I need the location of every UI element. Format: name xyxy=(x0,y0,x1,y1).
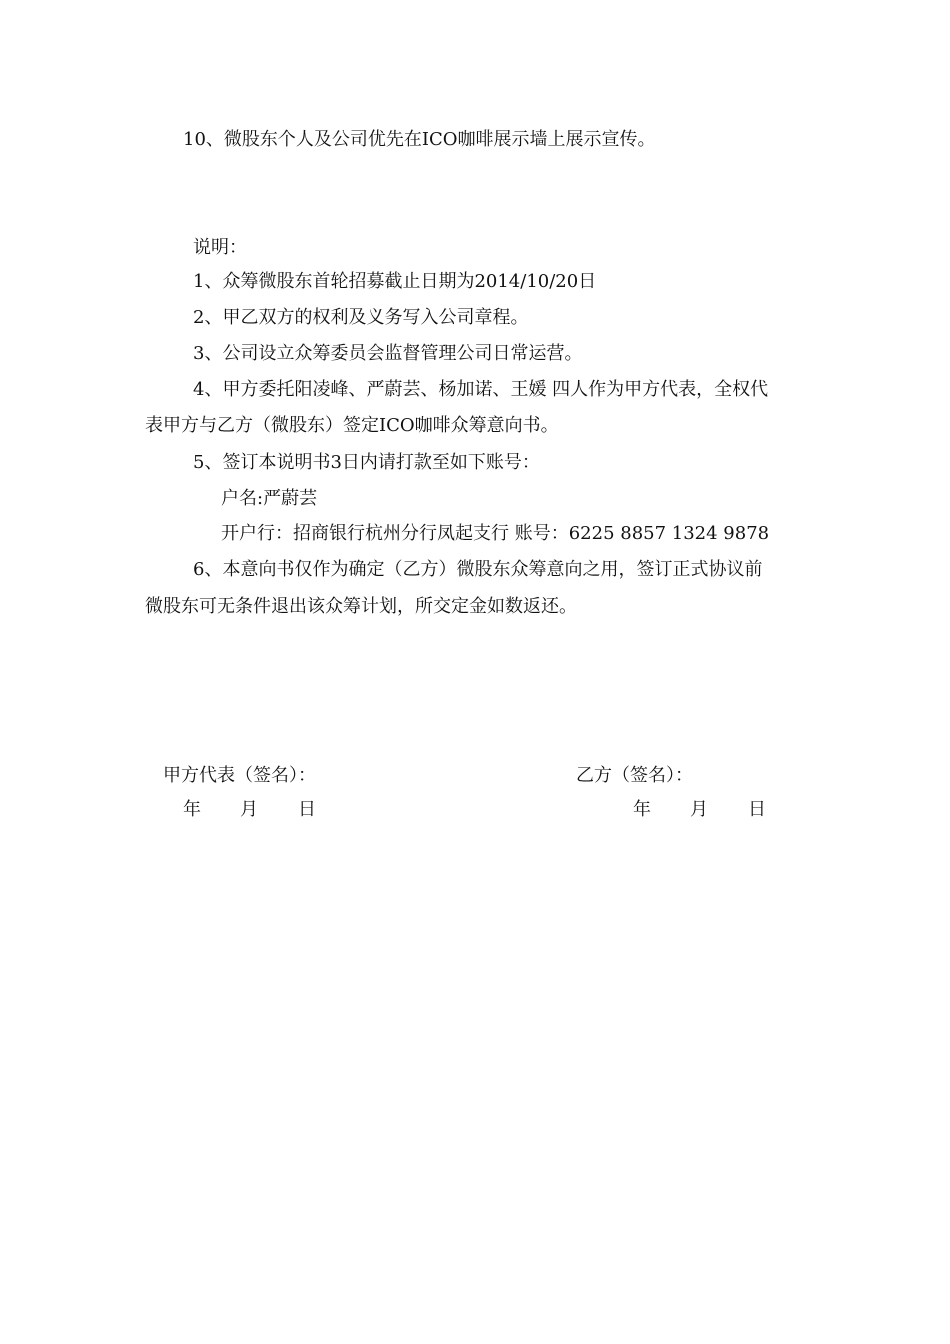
account-name: 户名:严蔚芸 xyxy=(221,488,318,509)
note-6-line-1: 6、本意向书仅作为确定（乙方）微股东众筹意向之用，签订正式协议前 xyxy=(193,559,763,580)
note-2: 2、甲乙双方的权利及义务写入公司章程。 xyxy=(193,307,529,328)
note-6-line-2: 微股东可无条件退出该众筹计划，所交定金如数返还。 xyxy=(145,596,577,617)
party-b-label: 乙方（签名）： xyxy=(576,765,693,786)
party-b-month: 月 xyxy=(690,799,708,820)
account-bank: 开户行：招商银行杭州分行凤起支行 账号：6225 8857 1324 9878 xyxy=(221,523,770,544)
party-b-day: 日 xyxy=(748,799,766,820)
note-4-line-1: 4、甲方委托阳凌峰、严蔚芸、杨加诺、王媛 四人作为甲方代表，全权代 xyxy=(193,379,769,400)
notes-heading: 说明： xyxy=(193,237,247,258)
clause-10: 10、微股东个人及公司优先在ICO咖啡展示墙上展示宣传。 xyxy=(183,129,656,150)
note-4-line-2: 表甲方与乙方（微股东）签定ICO咖啡众筹意向书。 xyxy=(145,415,559,436)
party-a-month: 月 xyxy=(240,799,258,820)
party-a-year: 年 xyxy=(183,799,201,820)
note-3: 3、公司设立众筹委员会监督管理公司日常运营。 xyxy=(193,343,583,364)
party-a-label: 甲方代表（签名）： xyxy=(163,765,316,786)
note-1: 1、众筹微股东首轮招募截止日期为2014/10/20日 xyxy=(193,271,597,292)
party-b-year: 年 xyxy=(633,799,651,820)
party-a-day: 日 xyxy=(298,799,316,820)
note-5: 5、签订本说明书3日内请打款至如下账号： xyxy=(193,452,540,473)
